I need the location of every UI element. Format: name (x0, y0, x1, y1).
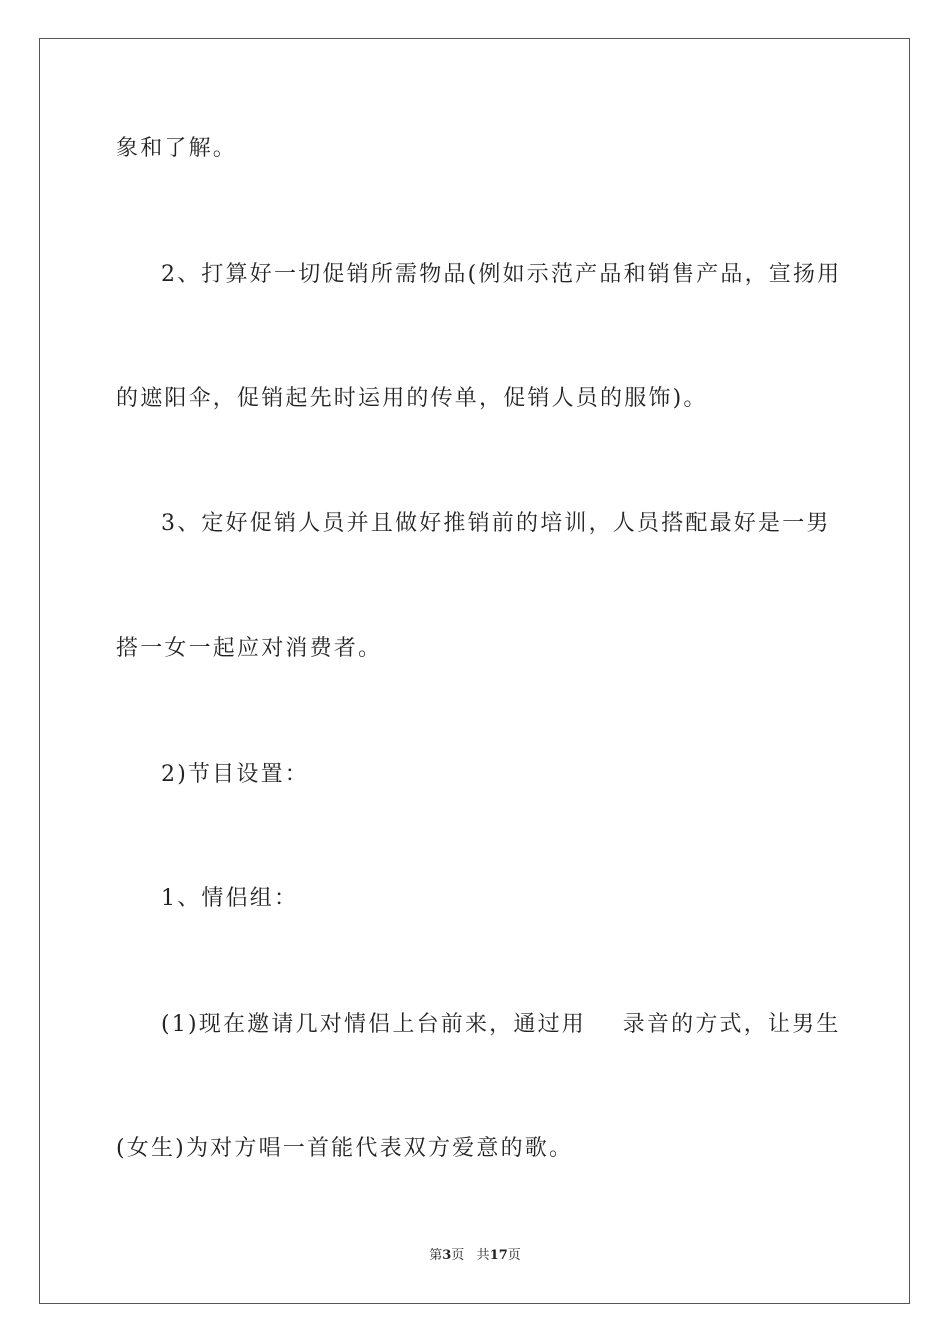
total-prefix: 共 (476, 1248, 490, 1263)
paragraph-line-7: (女生)为对方唱一首能代表双方爱意的歌。 (116, 1136, 574, 1161)
page-border (39, 38, 910, 1304)
page-number: 3 (442, 1248, 452, 1263)
total-pages: 17 (489, 1248, 508, 1263)
page-prefix: 第 (429, 1248, 443, 1263)
paragraph-line-4: 3、定好促销人员并且做好推销前的培训，人员搭配最好是一男 (161, 511, 831, 536)
total-suffix: 页 (507, 1248, 521, 1263)
section-heading: 2)节目设置： (161, 762, 309, 787)
subsection-heading: 1、情侣组： (161, 886, 299, 911)
page-suffix: 页 (451, 1248, 465, 1263)
page-footer (0, 1247, 950, 1265)
paragraph-line-6: (1)现在邀请几对情侣上台前来，通过用 录音的方式，让男生 (161, 1012, 841, 1037)
paragraph-line-1: 象和了解。 (116, 136, 238, 161)
paragraph-line-2: 2、打算好一切促销所需物品(例如示范产品和销售产品，宣扬用 (161, 262, 842, 287)
paragraph-line-5: 搭一女一起应对消费者。 (116, 636, 383, 661)
paragraph-line-3: 的遮阳伞，促销起先时运用的传单，促销人员的服饰)。 (116, 386, 708, 411)
